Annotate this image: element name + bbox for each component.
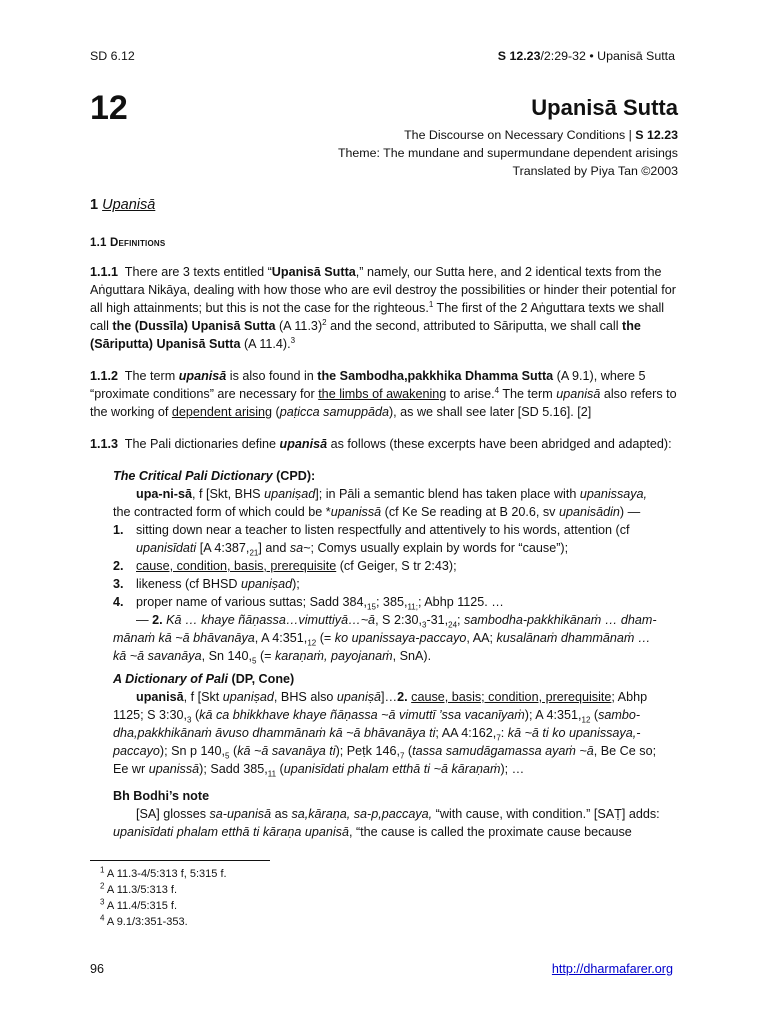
subsection-number: 1.1: [90, 237, 107, 249]
subsection-heading: [90, 234, 165, 252]
list-item: 4. proper name of various suttas; Sadd $384,_{15}$; $385,_{11;}$; Abhp 1125. …: [113, 595, 504, 612]
footnote: $^3$ A 11.4/5:315 f.: [100, 897, 178, 912]
header-sutta-ref: S 12.23: [497, 49, 541, 63]
para-number: 1.1.2: [90, 369, 119, 383]
bodhi-note: Bh Bodhi’s note [SA] glosses sa-upanisā as sa,kāraṇa, sa-p,paccaya, “with cause, with condition.” [SAṬ] adds: upanisīdati phalam etthā ti kāraṇa upanisā, “the cause is called the proximate cause because: [90, 787, 678, 841]
bodhi-note-heading: Bh Bodhi’s note: [113, 789, 210, 803]
page-number: 96: [90, 962, 105, 976]
footnote-ref[interactable]: 3: [290, 335, 296, 345]
footnote-ref[interactable]: 1: [428, 299, 434, 309]
section-number: 1: [90, 197, 99, 213]
footnote-ref[interactable]: 4: [494, 385, 500, 395]
paragraph-1-1-3: 1.1.3 The Pali dictionaries define upanisā as follows (these excerpts have been abridged and adapted):: [90, 437, 672, 451]
footnote-divider: [90, 860, 270, 861]
page-title: Upanisā Sutta: [531, 95, 678, 120]
footnote: $^2$ A 11.3/5:313 f.: [100, 881, 178, 896]
list-item: 3. likeness (cf BHSD upaniṣad);: [113, 577, 300, 591]
link-dependent-arising[interactable]: dependent arising: [171, 405, 273, 419]
subtitle: [258, 126, 678, 144]
title-block: [258, 94, 678, 180]
header-sutta-title: /2:29-32 • Upanisā Sutta: [540, 49, 675, 63]
subtitle-text: The Discourse on Necessary Conditions |: [404, 128, 636, 142]
paragraph-1-1-2: 1.1.2 The term upanisā is also found in the Sambodha,pakkhika Dhamma Sutta (A 9.1), where 5 “proximate conditions” are necessary for the limbs of awakening to arise.$^4$ The term upanisā also refers to the working of dependent arising (paṭicca samuppāda), as we shall see later [SD 5.16]. [2]: [90, 369, 677, 419]
footnote: $^1$ A 11.3-4/5:313 f, 5:315 f.: [100, 865, 227, 880]
footnotes: [100, 866, 227, 930]
website-link[interactable]: http://dharmafarer.org: [551, 962, 673, 976]
dop-entry: A Dictionary of Pali (DP, Cone) upanisā, f [Skt upaniṣad, BHS also upaniṣā]…2. cause, basis; condition, prerequisite; Abhp 1125; S $3:30,_3$ (kā ca bhikkhave khaye ñāṇassa ~ā vimuttī ’ssa vacanīyaṁ); A $4:351,_{12}$ (sambo- dha,pakkhikānaṁ āvuso dhammānaṁ kā ~ā bhāvanāya ti; AA $4:162,_7$: kā ~ā ti ko upanissaya,- paccayo); Sn p $140,_5$ (kā ~ā savanāya ti); Peṭk $146,_7$ (tassa samudāgamassa ayaṁ ~ā, Be Ce so; Ee wr upanissā); Sadd $385,_{11}$ (upanisīdati phalam etthā ti ~ā kāraṇaṁ); …: [90, 670, 678, 778]
section-title: Upanisā: [102, 197, 156, 213]
footnote: $^4$ A 9.1/3:351-353.: [100, 913, 188, 928]
chapter-number: 12: [90, 89, 128, 127]
section-heading: [90, 196, 155, 214]
footnote-ref[interactable]: 2: [322, 317, 327, 327]
subsection-title: Definitions: [110, 237, 166, 249]
translator-line: Translated by Piya Tan ©2003: [512, 164, 678, 178]
subtitle-ref: S 12.23: [635, 128, 678, 142]
running-header-right: [498, 47, 675, 65]
list-item: 2. cause, condition, basis, prerequisite (cf Geiger, S tr 2:43);: [113, 559, 457, 573]
cpd-sense-list: [113, 521, 678, 611]
cpd-entry: The Critical Pali Dictionary (CPD): upa-ni-sā, f [Skt, BHS upaniṣad]; in Pāli a semantic blend has taken place with upanissaya, the contracted form of which could be *upanissā (cf Ke Se reading at B 20.6, sv upanisādin) — 1. sitting down near a teacher to listen respectfully and attentively to his words, attention (cf upanisīdati [A $4:387,_{21}$] and sa~; Comys usually explain by words for “cause”); 2. cause, condition, basis, prerequisite (cf Geiger, S tr 2:43); 3. likeness (cf BHSD upaniṣad); 4. proper name of various suttas; Sadd $384,_{15}$; $385,_{11;}$; Abhp 1125. … — 2. Kā … khaye ñāṇassa…vimuttiyā…~ā, S $2:30,_3-31,_{24}$; sambodha-pakkhikānaṁ … dham- mānaṁ kā ~ā bhāvanāya, A $4:351,_{12}$ (= ko upanissaya-paccayo, AA; kusalānaṁ dhammānaṁ … kā ~ā savanāya, Sn $140,_5$ (= karaṇaṁ, payojanaṁ, SnA).: [90, 467, 678, 665]
list-item: 1. sitting down near a teacher to listen respectfully and attentively to his words, attention (cf upanisīdati [A $4:387,_{21}$] and sa~; Comys usually explain by words for “cause”);: [113, 523, 630, 558]
running-header-left: SD 6.12: [90, 49, 135, 63]
para-number: 1.1.1: [90, 265, 119, 279]
cpd-heading: The Critical Pali Dictionary (CPD):: [113, 469, 316, 483]
para-number: 1.1.3: [90, 437, 119, 451]
theme-line: Theme: The mundane and supermundane dependent arisings: [337, 146, 678, 160]
paragraph-1-1-1: 1.1.1 There are 3 texts entitled “Upanisā Sutta,” namely, our Sutta here, and 2 identical texts from the Aṅguttara Nikāya, dealing with how those who are evil destroy the possibilities or hinder their potential for all high attainments; but this is not the case for the righteous.$^1$ The first of the 2 Aṅguttara texts we shall call the (Dussīla) Upanisā Sutta (A 11.3)$^2$ and the second, attributed to Sāriputta, we shall call the (Sāriputta) Upanisā Sutta (A 11.4).$^3$: [90, 265, 676, 351]
link-limbs-of-awakening[interactable]: the limbs of awakening: [318, 387, 447, 401]
dop-heading: A Dictionary of Pali (DP, Cone): [113, 672, 295, 686]
